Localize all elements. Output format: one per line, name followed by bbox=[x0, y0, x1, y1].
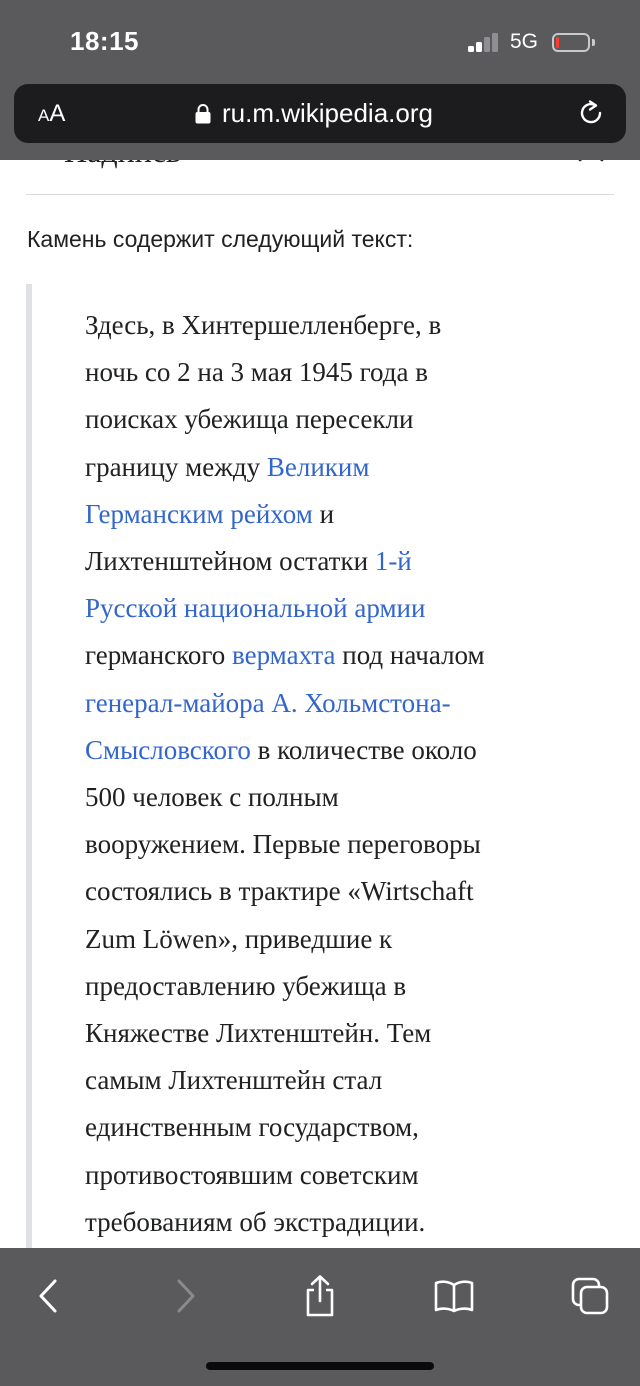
section-divider bbox=[26, 194, 614, 195]
article-link[interactable]: вермахта bbox=[232, 640, 336, 671]
address-bar[interactable] bbox=[14, 84, 626, 143]
quote-line bbox=[85, 585, 485, 632]
signal-bar bbox=[476, 42, 482, 53]
quote-text-segment: Лихтенштейном остатки bbox=[85, 546, 375, 577]
quote-text-segment: предоставлению убежища в bbox=[85, 970, 407, 1001]
article-link[interactable]: 1-й bbox=[374, 546, 412, 577]
quote-line bbox=[85, 1057, 485, 1104]
battery-level bbox=[556, 37, 559, 48]
share-button[interactable] bbox=[294, 1270, 346, 1322]
forward-button[interactable] bbox=[160, 1270, 212, 1322]
quote-text-segment: германского bbox=[85, 640, 233, 671]
cellular-signal-icon bbox=[468, 32, 502, 52]
article-link[interactable]: Смысловского bbox=[85, 734, 251, 765]
article-link[interactable]: Русской национальной армии bbox=[85, 593, 426, 624]
quote-text-segment: самым Лихтенштейн стал bbox=[85, 1065, 383, 1096]
quote-text-segment: вооружением. Первые переговоры bbox=[85, 829, 481, 860]
quote-text-segment: поисках убежища пересекли bbox=[85, 404, 414, 435]
book-icon bbox=[433, 1278, 475, 1314]
tabs-button[interactable] bbox=[564, 1270, 616, 1322]
quote-line bbox=[85, 302, 485, 349]
network-type: 5G bbox=[510, 30, 539, 53]
text-size-small-a: A bbox=[38, 106, 50, 125]
quote-text-segment: Княжестве Лихтенштейн. Тем bbox=[85, 1018, 432, 1049]
browser-bottom-toolbar bbox=[0, 1248, 640, 1386]
quote-line bbox=[85, 821, 485, 868]
intro-paragraph: Камень содержит следующий текст: bbox=[27, 226, 414, 252]
quote-line bbox=[85, 1199, 485, 1246]
quote-text-segment: единственным государством, bbox=[85, 1112, 419, 1143]
blockquote-text bbox=[85, 302, 485, 1246]
quote-text-segment: требованиям об экстрадиции. bbox=[85, 1206, 426, 1237]
blockquote-bar bbox=[26, 284, 32, 1264]
article-link[interactable]: Германским рейхом bbox=[85, 498, 313, 529]
reload-icon[interactable] bbox=[576, 98, 606, 128]
battery-icon bbox=[552, 33, 590, 52]
quote-text-segment: Zum Löwen», приведшие к bbox=[85, 923, 393, 954]
signal-bar bbox=[468, 46, 474, 52]
quote-line bbox=[85, 1010, 485, 1057]
chevron-left-icon bbox=[37, 1278, 59, 1314]
quote-text-segment: противостоявшим советским bbox=[85, 1159, 419, 1190]
article-link[interactable]: генерал-майора А. Хольмстона- bbox=[85, 687, 451, 718]
quote-text-segment: Здесь, в Хинтершелленберге, в bbox=[85, 310, 442, 340]
lock-icon bbox=[194, 103, 212, 125]
signal-bar bbox=[484, 37, 490, 52]
text-size-big-a: A bbox=[49, 100, 66, 127]
share-icon bbox=[302, 1274, 338, 1318]
quote-line bbox=[85, 1152, 485, 1199]
quote-text-segment: в количестве около bbox=[250, 734, 477, 765]
quote-line bbox=[85, 774, 485, 821]
url-display[interactable] bbox=[194, 98, 433, 129]
quote-line bbox=[85, 444, 485, 491]
battery-tip bbox=[592, 39, 595, 46]
home-indicator[interactable] bbox=[206, 1362, 434, 1370]
chevron-right-icon bbox=[175, 1278, 197, 1314]
quote-line bbox=[85, 1104, 485, 1151]
status-time: 18:15 bbox=[70, 26, 139, 56]
quote-line bbox=[85, 349, 485, 396]
quote-text-segment: 500 человек с полным bbox=[85, 782, 339, 813]
quote-line bbox=[85, 680, 485, 727]
quote-line bbox=[85, 396, 485, 443]
tabs-icon bbox=[570, 1276, 610, 1316]
signal-bar bbox=[492, 33, 498, 53]
quote-text-segment: состоялись в трактире «Wirtschaft bbox=[85, 876, 474, 907]
text-size-button[interactable] bbox=[38, 100, 65, 128]
quote-line bbox=[85, 727, 485, 774]
quote-line bbox=[85, 963, 485, 1010]
back-button[interactable] bbox=[22, 1270, 74, 1322]
quote-text-segment: под началом bbox=[335, 640, 485, 671]
quote-text-segment: и bbox=[312, 498, 335, 529]
quote-text-segment: ночь со 2 на 3 мая 1945 года в bbox=[85, 357, 428, 388]
quote-line bbox=[85, 868, 485, 915]
quote-line bbox=[85, 538, 485, 585]
bookmarks-button[interactable] bbox=[428, 1270, 480, 1322]
quote-line bbox=[85, 916, 485, 963]
article-link[interactable]: Великим bbox=[266, 451, 370, 482]
url-text: ru.m.wikipedia.org bbox=[222, 98, 433, 128]
quote-line bbox=[85, 632, 485, 679]
quote-line bbox=[85, 491, 485, 538]
quote-text-segment: границу между bbox=[85, 451, 267, 482]
browser-top-chrome bbox=[0, 0, 640, 160]
